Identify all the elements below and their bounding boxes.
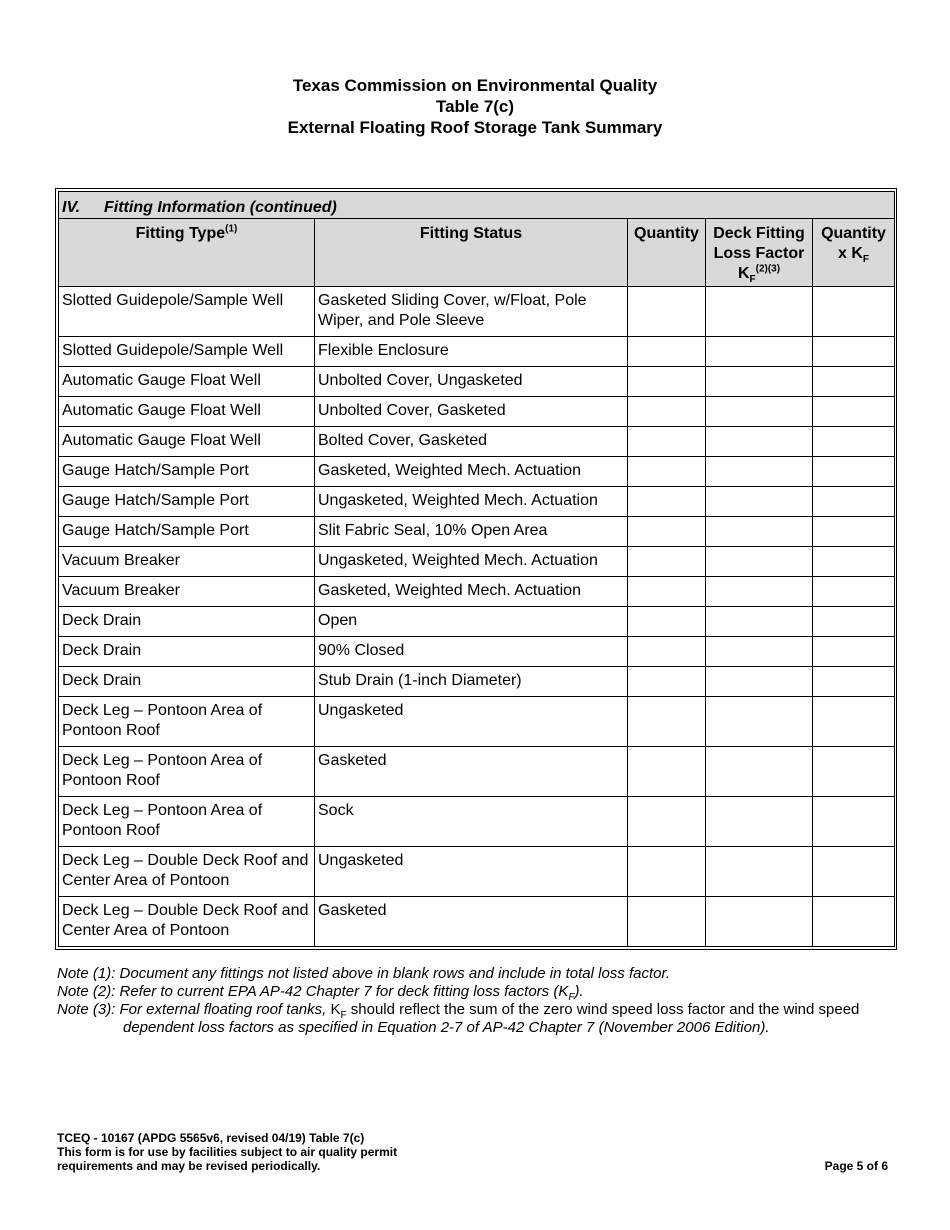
table-row [59, 697, 895, 747]
table-row [59, 607, 895, 637]
fitting-type-cell: Deck Leg – Double Deck Roof and Center Area of Pontoon [59, 847, 315, 897]
fitting-type-cell: Deck Leg – Pontoon Area of Pontoon Roof [59, 747, 315, 797]
loss-factor-input-cell[interactable] [706, 697, 813, 747]
quantity-input-cell[interactable] [628, 897, 706, 947]
fitting-type-cell: Deck Drain [59, 637, 315, 667]
loss-factor-input-cell[interactable] [706, 897, 813, 947]
loss-factor-input-cell[interactable] [706, 517, 813, 547]
quantity-x-kf-input-cell[interactable] [813, 367, 895, 397]
loss-factor-input-cell[interactable] [706, 427, 813, 457]
column-header-row [59, 219, 895, 287]
form-revision-note: requirements and may be revised periodically. [57, 1159, 321, 1173]
loss-factor-input-cell[interactable] [706, 287, 813, 337]
fitting-status-cell: Gasketed, Weighted Mech. Actuation [315, 577, 628, 607]
fitting-status-cell: Ungasketed, Weighted Mech. Actuation [315, 547, 628, 577]
quantity-x-kf-input-cell[interactable] [813, 337, 895, 367]
table-row [59, 547, 895, 577]
loss-factor-input-cell[interactable] [706, 487, 813, 517]
fitting-status-cell: Gasketed [315, 747, 628, 797]
table-row [59, 747, 895, 797]
quantity-input-cell[interactable] [628, 517, 706, 547]
fitting-status-cell: Ungasketed [315, 697, 628, 747]
section-number: IV. [62, 199, 81, 216]
fitting-rows [59, 287, 895, 947]
quantity-x-kf-input-cell[interactable] [813, 427, 895, 457]
quantity-input-cell[interactable] [628, 337, 706, 367]
page-number: Page 5 of 6 [824, 1159, 888, 1173]
table-row [59, 797, 895, 847]
col-fitting-type: Fitting Type$^{(1)}$ [59, 219, 315, 287]
fitting-type-cell: Deck Drain [59, 667, 315, 697]
fitting-type-cell: Deck Leg – Double Deck Roof and Center Area of Pontoon [59, 897, 315, 947]
quantity-input-cell[interactable] [628, 577, 706, 607]
quantity-x-kf-input-cell[interactable] [813, 697, 895, 747]
quantity-x-kf-input-cell[interactable] [813, 747, 895, 797]
loss-factor-input-cell[interactable] [706, 337, 813, 367]
quantity-x-kf-input-cell[interactable] [813, 577, 895, 607]
quantity-x-kf-input-cell[interactable] [813, 287, 895, 337]
table-row [59, 517, 895, 547]
table-row [59, 427, 895, 457]
quantity-x-kf-input-cell[interactable] [813, 847, 895, 897]
table-number: Table 7(c) [435, 97, 515, 116]
loss-factor-input-cell[interactable] [706, 397, 813, 427]
fitting-type-cell: Automatic Gauge Float Well [59, 397, 315, 427]
note-3-continued: dependent loss factors as specified in Equation 2-7 of AP-42 Chapter 7 (November 2006 Edition). [123, 1019, 770, 1036]
form-id: TCEQ - 10167 (APDG 5565v6, revised 04/19) Table 7(c) [57, 1131, 365, 1145]
loss-factor-input-cell[interactable] [706, 847, 813, 897]
quantity-input-cell[interactable] [628, 367, 706, 397]
fitting-type-cell: Automatic Gauge Float Well [59, 427, 315, 457]
fitting-type-cell: Vacuum Breaker [59, 577, 315, 607]
fitting-type-cell: Gauge Hatch/Sample Port [59, 517, 315, 547]
fitting-type-cell: Automatic Gauge Float Well [59, 367, 315, 397]
quantity-x-kf-input-cell[interactable] [813, 397, 895, 427]
loss-factor-input-cell[interactable] [706, 547, 813, 577]
quantity-input-cell[interactable] [628, 847, 706, 897]
table-row [59, 487, 895, 517]
loss-factor-input-cell[interactable] [706, 637, 813, 667]
col-quantity-x-kf: Quantity x $K_F$ [813, 219, 895, 287]
col-loss-factor: Deck Fitting Loss Factor $K_F^{(2)(3)}$ [706, 219, 813, 287]
quantity-x-kf-input-cell[interactable] [813, 667, 895, 697]
form-footer [57, 1131, 397, 1173]
quantity-x-kf-input-cell[interactable] [813, 607, 895, 637]
quantity-input-cell[interactable] [628, 397, 706, 427]
loss-factor-input-cell[interactable] [706, 607, 813, 637]
quantity-x-kf-input-cell[interactable] [813, 457, 895, 487]
table-row [59, 457, 895, 487]
col-quantity: Quantity [628, 219, 706, 287]
quantity-input-cell[interactable] [628, 457, 706, 487]
note-1: Note (1): Document any fittings not listed above in blank rows and include in total loss factor. [57, 965, 671, 982]
fitting-status-cell: Open [315, 607, 628, 637]
fitting-status-cell: Gasketed [315, 897, 628, 947]
quantity-x-kf-input-cell[interactable] [813, 637, 895, 667]
note-3: Note (3): For external floating roof tanks, $K_F$ should reflect the sum of the zero wind speed loss factor and the wind speed [57, 1001, 860, 1021]
table-row [59, 847, 895, 897]
fitting-type-cell: Gauge Hatch/Sample Port [59, 457, 315, 487]
fitting-type-cell: Gauge Hatch/Sample Port [59, 487, 315, 517]
fitting-status-cell: Unbolted Cover, Ungasketed [315, 367, 628, 397]
loss-factor-input-cell[interactable] [706, 577, 813, 607]
quantity-x-kf-input-cell[interactable] [813, 547, 895, 577]
fitting-status-cell: Ungasketed [315, 847, 628, 897]
quantity-input-cell[interactable] [628, 547, 706, 577]
quantity-input-cell[interactable] [628, 797, 706, 847]
quantity-input-cell[interactable] [628, 287, 706, 337]
loss-factor-input-cell[interactable] [706, 457, 813, 487]
table-row [59, 667, 895, 697]
table-row [59, 287, 895, 337]
fitting-table [58, 191, 895, 947]
table-row [59, 897, 895, 947]
table-row [59, 637, 895, 667]
fitting-status-cell: Ungasketed, Weighted Mech. Actuation [315, 487, 628, 517]
quantity-input-cell[interactable] [628, 607, 706, 637]
table-row [59, 367, 895, 397]
fitting-type-cell: Vacuum Breaker [59, 547, 315, 577]
fitting-status-cell: Stub Drain (1-inch Diameter) [315, 667, 628, 697]
fitting-status-cell: Unbolted Cover, Gasketed [315, 397, 628, 427]
section-title: Fitting Information (continued) [104, 199, 337, 216]
form-usage: This form is for use by facilities subject to air quality permit [57, 1145, 398, 1159]
quantity-input-cell[interactable] [628, 487, 706, 517]
quantity-input-cell[interactable] [628, 697, 706, 747]
fitting-status-cell: Bolted Cover, Gasketed [315, 427, 628, 457]
fitting-type-cell: Deck Leg – Pontoon Area of Pontoon Roof [59, 797, 315, 847]
quantity-input-cell[interactable] [628, 667, 706, 697]
fitting-status-cell: Gasketed, Weighted Mech. Actuation [315, 457, 628, 487]
quantity-input-cell[interactable] [628, 637, 706, 667]
agency-title: Texas Commission on Environmental Quality [292, 76, 658, 95]
loss-factor-input-cell[interactable] [706, 797, 813, 847]
fitting-type-cell: Slotted Guidepole/Sample Well [59, 287, 315, 337]
fitting-status-cell: Gasketed Sliding Cover, w/Float, Pole Wiper, and Pole Sleeve [315, 287, 628, 337]
quantity-input-cell[interactable] [628, 427, 706, 457]
quantity-x-kf-input-cell[interactable] [813, 517, 895, 547]
fitting-type-cell: Deck Drain [59, 607, 315, 637]
loss-factor-input-cell[interactable] [706, 667, 813, 697]
quantity-x-kf-input-cell[interactable] [813, 797, 895, 847]
fitting-table-frame [55, 188, 897, 950]
fitting-status-cell: Slit Fabric Seal, 10% Open Area [315, 517, 628, 547]
notes-section [57, 965, 907, 1037]
loss-factor-input-cell[interactable] [706, 747, 813, 797]
note-2: Note (2): Refer to current EPA AP-42 Chapter 7 for deck fitting loss factors $(K_F)$. [57, 983, 584, 1003]
table-title: External Floating Roof Storage Tank Summary [287, 118, 663, 137]
fitting-type-cell: Deck Leg – Pontoon Area of Pontoon Roof [59, 697, 315, 747]
quantity-x-kf-input-cell[interactable] [813, 897, 895, 947]
document-header [0, 75, 950, 138]
quantity-input-cell[interactable] [628, 747, 706, 797]
table-row [59, 577, 895, 607]
table-row [59, 337, 895, 367]
quantity-x-kf-input-cell[interactable] [813, 487, 895, 517]
table-row [59, 397, 895, 427]
loss-factor-input-cell[interactable] [706, 367, 813, 397]
fitting-type-cell: Slotted Guidepole/Sample Well [59, 337, 315, 367]
col-fitting-status: Fitting Status [315, 219, 628, 287]
section-heading [59, 192, 895, 219]
fitting-status-cell: Flexible Enclosure [315, 337, 628, 367]
fitting-status-cell: 90% Closed [315, 637, 628, 667]
fitting-status-cell: Sock [315, 797, 628, 847]
